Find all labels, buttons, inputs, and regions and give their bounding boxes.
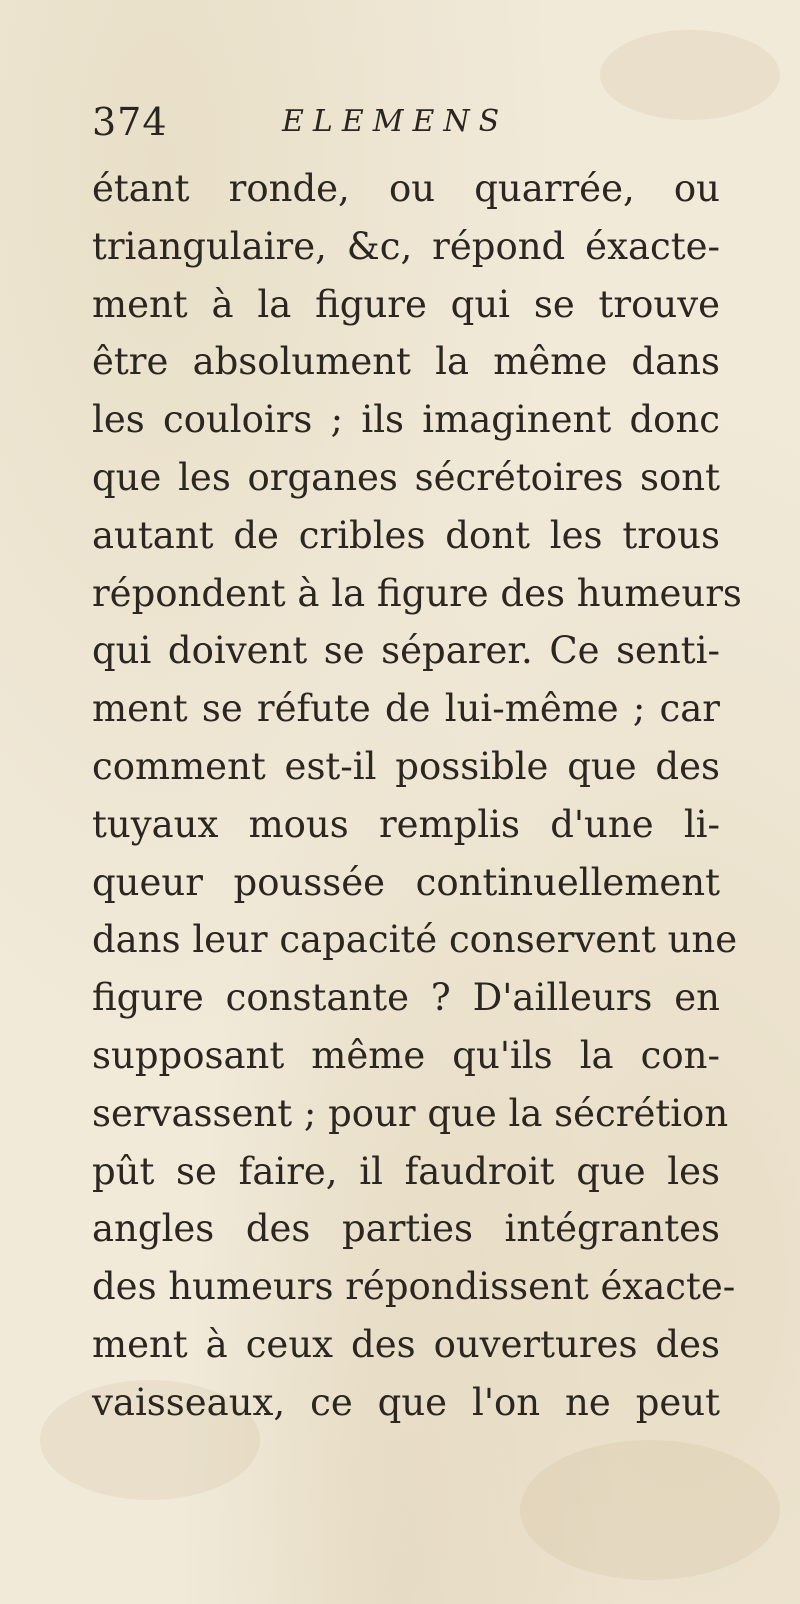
- text-line: être absolument la même dans: [92, 340, 720, 384]
- text-line: répondent à la figure des humeurs: [92, 571, 742, 615]
- text-line: tuyaux mous remplis d'une li-: [92, 802, 720, 846]
- text-line: ment à la figure qui se trouve: [92, 282, 720, 326]
- text-line: vaisseaux, ce que l'on ne peut: [92, 1380, 720, 1424]
- page-header: [92, 100, 732, 150]
- text-line: queur poussée continuellement: [92, 860, 720, 904]
- text-line: les couloirs ; ils imaginent donc: [92, 398, 720, 442]
- text-line: angles des parties intégrantes: [92, 1207, 720, 1251]
- text-line: des humeurs répondissent éxacte-: [92, 1265, 736, 1309]
- text-line: ment se réfute de lui-même ; car: [92, 687, 720, 731]
- running-title: ELEMENS: [282, 104, 509, 139]
- paper-stain: [520, 1440, 780, 1580]
- text-line: comment est-il possible que des: [92, 744, 720, 788]
- text-line: que les organes sécrétoires sont: [92, 455, 720, 499]
- text-line: supposant même qu'ils la con-: [92, 1033, 720, 1077]
- text-line: pût se faire, il faudroit que les: [92, 1149, 720, 1193]
- text-line: autant de cribles dont les trous: [92, 513, 720, 557]
- body-text: [92, 160, 742, 1432]
- text-line: qui doivent se séparer. Ce senti-: [92, 629, 720, 673]
- text-line: servassent ; pour que la sécrétion: [92, 1091, 729, 1135]
- text-line: figure constante ? D'ailleurs en: [92, 976, 720, 1020]
- text-line: ment à ceux des ouvertures des: [92, 1322, 720, 1366]
- text-line: triangulaire, &c, répond éxacte-: [92, 224, 720, 268]
- page-number: 374: [92, 100, 168, 144]
- text-line: étant ronde, ou quarrée, ou: [92, 167, 720, 210]
- text-line: dans leur capacité conservent une: [92, 918, 738, 962]
